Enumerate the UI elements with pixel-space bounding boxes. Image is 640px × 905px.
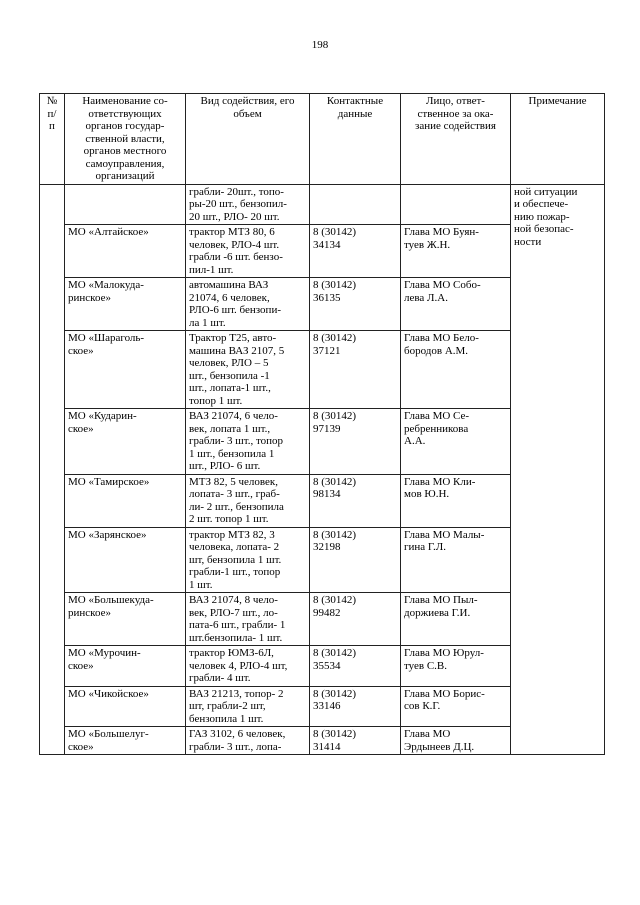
header-kind-line: Вид содействия, его [200,95,295,107]
responsible-person-cell-line: бородов А.М. [404,344,469,357]
assistance-cell-line: ла 1 шт. [189,316,226,329]
assistance-cell [186,646,310,687]
contact-cell [310,727,401,755]
contact-cell-line: 8 (30142) [313,728,357,740]
org-name-cell-line: МО «Большекуда- [68,594,154,606]
assistance-cell-line: РЛО-6 шт. бензопи- [189,304,281,316]
assistance-cell-line: шт.бензопила- 1 шт. [189,631,283,644]
responsible-person-cell-line: Глава МО Собо- [404,279,481,291]
contact-cell-line: 36135 [313,291,341,304]
note-line: и обеспече- [514,198,569,210]
assistance-cell-line: шт., лопата-1 шт., [189,382,271,394]
assistance-cell-line: машина ВАЗ 2107, 5 [189,344,285,357]
responsible-person-cell [401,527,511,593]
assistance-cell [186,409,310,475]
header-num-line: № [46,95,58,107]
assistance-cell-line: ВАЗ 21074, 8 чело- [189,594,278,606]
responsible-person-cell-line: ребренникова [404,422,469,435]
page-number: 198 [311,39,329,51]
header-note-line: Примечание [528,95,587,107]
contact-cell-line: 8 (30142) [313,475,357,488]
org-name-cell [65,409,186,475]
assistance-cell [186,527,310,593]
contact-cell [310,686,401,727]
org-name-cell [65,331,186,409]
org-name-cell-line: МО «Шараголь- [68,332,145,344]
contact-cell-line: 33146 [313,700,341,712]
org-name-cell-line: ское» [68,422,94,435]
assistance-cell-line: век, РЛО-7 шт., ло- [189,606,278,619]
note-line: ности [514,235,542,248]
responsible-person-cell-line: А.А. [404,435,426,447]
contact-cell-line: 35534 [313,659,341,672]
assistance-cell-line: ГАЗ 3102, 6 человек, [189,728,286,740]
contact-cell [310,527,401,593]
org-name-cell [65,593,186,646]
responsible-person-cell [401,646,511,687]
header-name-line: органов государ- [85,120,165,132]
org-name-cell-line: ринское» [68,291,111,304]
responsible-person-cell-line: Глава МО Борис- [404,687,485,700]
responsible-person-cell-line: сов К.Г. [404,700,441,712]
header-name-line: организаций [95,170,155,182]
assistance-cell [186,727,310,755]
header-contact [310,94,401,185]
org-name-cell [65,278,186,331]
assistance-cell-line: топор 1 шт. [189,394,243,407]
contact-cell-line: 8 (30142) [313,279,357,291]
assistance-cell [186,593,310,646]
responsible-person-cell [401,686,511,727]
assistance-cell-line: шт, бензопила 1 шт. [189,553,282,566]
assistance-cell-line: 21074, 6 человек, [189,291,270,304]
org-name-cell [65,474,186,527]
table-header-row [40,94,605,185]
row-number-cell [40,184,65,755]
header-name-line: самоуправления, [85,157,165,170]
assistance-cell-line: трактор МТЗ 80, 6 [189,226,275,238]
responsible-person-cell-line: туев С.В. [404,659,448,672]
responsible-person-cell [401,727,511,755]
assistance-cell-line: МТЗ 82, 5 человек, [189,475,279,488]
responsible-person-cell-line: Глава МО Юрул- [404,647,484,659]
header-name-line: ответствующих [88,107,162,120]
header-name [65,94,186,185]
responsible-person-cell [401,184,511,225]
assistance-cell-line: шт, грабли-2 шт, [189,700,266,712]
org-name-cell-line: МО «Малокуда- [68,279,144,291]
note-cell [511,184,605,755]
contact-cell-line: 8 (30142) [313,687,357,700]
responsible-person-cell-line: доржиева Г.И. [404,606,471,619]
org-name-cell [65,225,186,278]
assistance-cell-line: автомашина ВАЗ [189,279,269,291]
responsible-person-cell-line: Глава МО Бело- [404,332,479,344]
org-name-cell-line: ринское» [68,606,111,619]
contact-cell [310,409,401,475]
assistance-cell [186,331,310,409]
assistance-cell-line: трактор ЮМЗ-6Л, [189,647,274,659]
header-num [40,94,65,185]
contact-cell-line: 37121 [313,344,341,357]
responsible-person-cell-line: Глава МО Малы- [404,528,485,541]
assistance-cell [186,225,310,278]
assistance-cell-line: 1 шт., бензопила 1 [189,447,275,460]
responsible-person-cell-line: гина Г.Л. [404,541,446,553]
header-kind [186,94,310,185]
header-name-line: ственной власти, [85,132,165,145]
org-name-cell [65,646,186,687]
contact-cell [310,225,401,278]
assistance-cell-line: век, лопата 1 шт., [189,422,271,435]
org-name-cell-line: МО «Тамирское» [68,475,150,488]
assistance-cell-line: грабли- 4 шт. [189,672,251,684]
contact-cell-line: 97139 [313,422,341,435]
table-row [40,184,605,225]
assistance-cell-line: грабли- 3 шт., топор [189,435,284,447]
assistance-cell-line: грабли- 20шт., топо- [189,185,284,198]
assistance-cell-line: пил-1 шт. [189,263,234,276]
assistance-cell-line: 2 шт. топор 1 шт. [189,513,269,525]
responsible-person-cell-line: мов Ю.Н. [404,488,450,500]
contact-cell-line: 8 (30142) [313,410,357,422]
assistance-cell-line: 1 шт. [189,578,213,591]
org-name-cell-line: ское» [68,344,94,357]
org-name-cell-line: МО «Зарянское» [68,528,147,541]
responsible-person-cell-line: Глава МО Пыл- [404,594,478,606]
assistance-cell [186,278,310,331]
note-line: ной ситуации [514,185,578,198]
org-name-cell [65,527,186,593]
assistance-cell-line: грабли- 3 шт., лопа- [189,740,282,753]
responsible-person-cell-line: Глава МО Кли- [404,475,476,488]
assistance-cell-line: ли- 2 шт., бензопила [189,500,284,513]
note-line: ной безопас- [514,223,574,235]
org-name-cell-line: МО «Мурочин- [68,647,141,659]
responsible-person-cell-line: туев Ж.Н. [404,238,451,251]
assistance-cell-line: пата-6 шт., грабли- 1 [189,619,286,631]
contact-cell-line: 34134 [313,238,341,251]
org-name-cell-line: МО «Чикойское» [68,687,149,700]
responsible-person-cell [401,409,511,475]
header-num-line: п [49,120,55,132]
org-name-cell-line: МО «Алтайское» [68,226,149,238]
responsible-person-cell [401,331,511,409]
assistance-cell-line: шт., РЛО- 6 шт. [189,460,261,472]
contact-cell [310,184,401,225]
assistance-cell-line: грабли -6 шт. бензо- [189,251,283,263]
assistance-table [39,93,605,755]
responsible-person-cell-line: Глава МО [404,728,451,740]
assistance-cell-line: грабли-1 шт., топор [189,566,281,578]
assistance-cell-line: ВАЗ 21213, топор- 2 [189,687,284,700]
responsible-person-cell-line: Глава МО Се- [404,410,470,422]
contact-cell [310,278,401,331]
assistance-cell-line: бензопила 1 шт. [189,712,264,725]
assistance-cell-line: 20 шт., РЛО- 20 шт. [189,210,280,223]
responsible-person-cell [401,278,511,331]
assistance-cell [186,686,310,727]
contact-cell-line: 98134 [313,488,341,500]
header-name-line: органов местного [83,145,167,157]
contact-cell-line: 31414 [313,740,341,753]
responsible-person-cell [401,593,511,646]
contact-cell-line: 8 (30142) [313,647,357,659]
org-name-cell-line: МО «Большелуг- [68,728,149,740]
note-line: нию пожар- [514,210,570,223]
assistance-cell-line: лопата- 3 шт., граб- [189,488,280,500]
assistance-cell-line: человек, РЛО – 5 [189,357,269,369]
org-name-cell-line: ское» [68,659,94,672]
header-person-line: Лицо, ответ- [426,95,485,107]
assistance-cell-line: человек, РЛО-4 шт. [189,238,280,251]
contact-cell-line: 99482 [313,606,341,619]
header-kind-line: объем [233,107,262,120]
assistance-cell-line: ВАЗ 21074, 6 чело- [189,410,278,422]
org-name-cell [65,727,186,755]
contact-cell-line: 8 (30142) [313,594,357,606]
assistance-cell-line: человек 4, РЛО-4 шт, [189,659,288,672]
header-num-line: п/ [47,107,57,120]
assistance-cell [186,184,310,225]
assistance-cell-line: человека, лопата- 2 [189,541,280,553]
assistance-cell-line: ры-20 шт., бензопил- [189,198,287,210]
org-name-cell [65,686,186,727]
assistance-cell-line: Трактор Т25, авто- [189,332,277,344]
header-person-line: зание содействия [415,120,496,132]
assistance-cell-line: трактор МТЗ 82, 3 [189,528,275,541]
header-contact-line: данные [337,107,373,120]
responsible-person-cell [401,225,511,278]
org-name-cell [65,184,186,225]
contact-cell [310,646,401,687]
contact-cell [310,474,401,527]
contact-cell-line: 8 (30142) [313,226,357,238]
assistance-cell-line: шт., бензопила -1 [189,369,270,382]
contact-cell-line: 32198 [313,541,341,553]
contact-cell [310,593,401,646]
header-name-line: Наименование со- [82,95,168,107]
header-person [401,94,511,185]
header-note [511,94,605,185]
org-name-cell-line: МО «Кударин- [68,410,137,422]
contact-cell [310,331,401,409]
org-name-cell-line: ское» [68,740,94,753]
header-person-line: ственное за ока- [417,107,494,120]
header-contact-line: Контактные [326,95,384,107]
responsible-person-cell-line: Глава МО Буян- [404,226,479,238]
contact-cell-line: 8 (30142) [313,332,357,344]
assistance-cell [186,474,310,527]
responsible-person-cell-line: Эрдынеев Д.Ц. [404,740,475,753]
responsible-person-cell-line: лева Л.А. [404,291,448,304]
responsible-person-cell [401,474,511,527]
contact-cell-line: 8 (30142) [313,528,357,541]
